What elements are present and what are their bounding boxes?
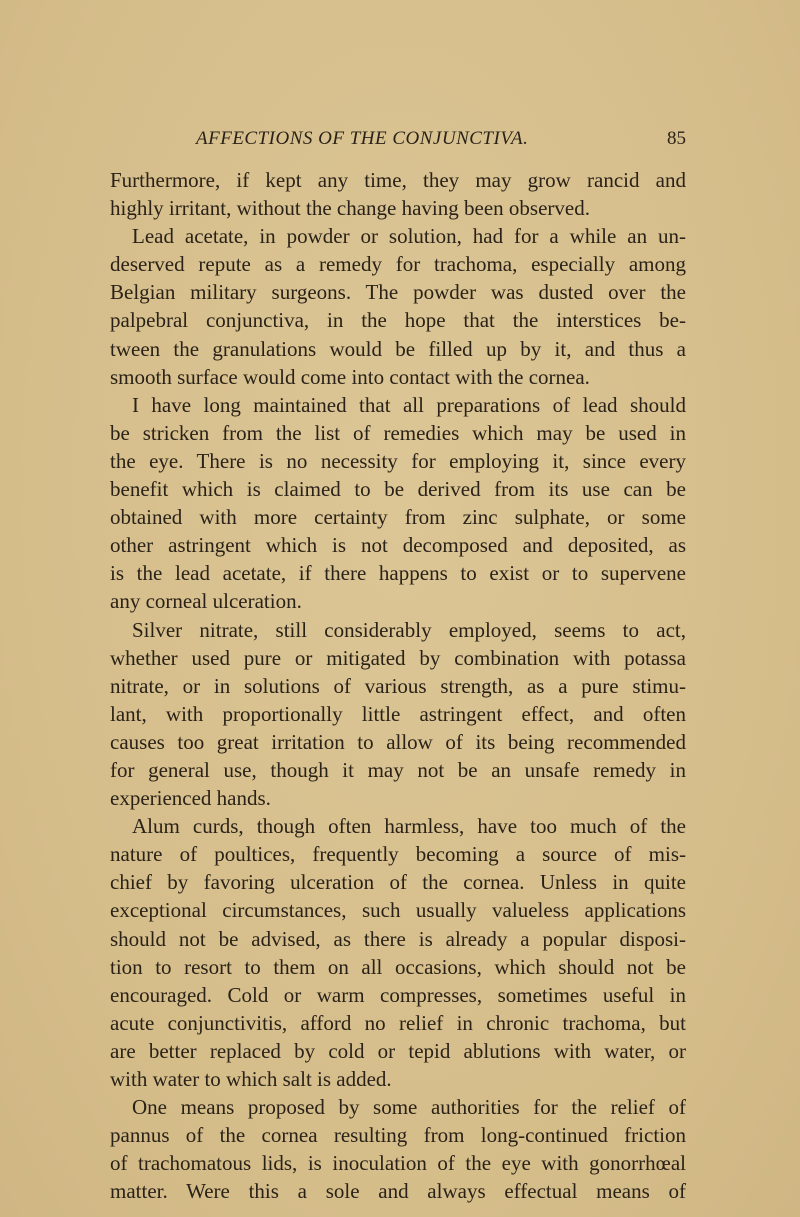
text-line: matter. Were this a sole and always effectual means of	[110, 1179, 686, 1204]
text-line: any corneal ulceration.	[110, 589, 302, 614]
text-line: smooth surface would come into contact with the cornea.	[110, 364, 590, 389]
text-line: lant, with proportionally little astringent effect, and often	[110, 701, 686, 726]
text-line: the eye. There is no necessity for employing it, since every	[110, 448, 686, 473]
text-line: be stricken from the list of remedies which may be used in	[110, 420, 686, 445]
running-title: AFFECTIONS OF THE CONJUNCTIVA.	[196, 128, 529, 149]
text-line: are better replaced by cold or tepid ablutions with water, or	[110, 1038, 686, 1063]
text-line: Silver nitrate, still considerably employed, seems to act,	[132, 617, 686, 642]
text-line: should not be advised, as there is already a popular disposi-	[110, 926, 686, 951]
text-line: palpebral conjunctiva, in the hope that the interstices be-	[110, 308, 686, 333]
text-line: Furthermore, if kept any time, they may grow rancid and	[110, 168, 686, 192]
running-header	[110, 128, 686, 156]
text-line: whether used pure or mitigated by combination with potassa	[110, 645, 686, 670]
text-line: benefit which is claimed to be derived from its use can be	[110, 477, 686, 502]
text-line: for general use, though it may not be an unsafe remedy in	[110, 757, 686, 782]
text-line: highly irritant, without the change having been observed.	[110, 196, 590, 221]
text-line: causes too great irritation to allow of its being recommended	[110, 729, 686, 754]
text-line: Belgian military surgeons. The powder was dusted over the	[110, 280, 686, 305]
text-line: pannus of the cornea resulting from long-continued friction	[110, 1123, 686, 1148]
text-line: I have long maintained that all preparations of lead should	[132, 392, 686, 417]
text-line: of trachomatous lids, is inoculation of the eye with gonorrhœal	[110, 1151, 686, 1176]
text-line: tion to resort to them on all occasions, which should not be	[110, 954, 686, 979]
text-line: encouraged. Cold or warm compresses, sometimes useful in	[110, 982, 686, 1007]
text-line: deserved repute as a remedy for trachoma, especially among	[110, 252, 686, 277]
text-line: tween the granulations would be filled up by it, and thus a	[110, 336, 686, 361]
text-line: is the lead acetate, if there happens to exist or to supervene	[110, 561, 686, 586]
text-line: chief by favoring ulceration of the cornea. Unless in quite	[110, 870, 686, 895]
text-line: obtained with more certainty from zinc sulphate, or some	[110, 505, 686, 530]
text-line: experienced hands.	[110, 786, 271, 811]
text-line: with water to which salt is added.	[110, 1067, 392, 1091]
text-line: acute conjunctivitis, afford no relief in chronic trachoma, but	[110, 1010, 686, 1035]
text-line: other astringent which is not decomposed and deposited, as	[110, 533, 686, 558]
text-line: nature of poultices, frequently becoming a source of mis-	[110, 842, 686, 867]
text-line: One means proposed by some authorities for the relief of	[132, 1095, 686, 1120]
text-line: Lead acetate, in powder or solution, had for a while an un-	[132, 224, 686, 249]
text-line: nitrate, or in solutions of various strength, as a pure stimu-	[110, 673, 686, 698]
text-line: exceptional circumstances, such usually valueless applications	[110, 898, 686, 923]
page-body-text	[110, 166, 686, 1205]
page-number: 85	[667, 128, 686, 149]
text-line: Alum curds, though often harmless, have too much of the	[132, 814, 686, 839]
